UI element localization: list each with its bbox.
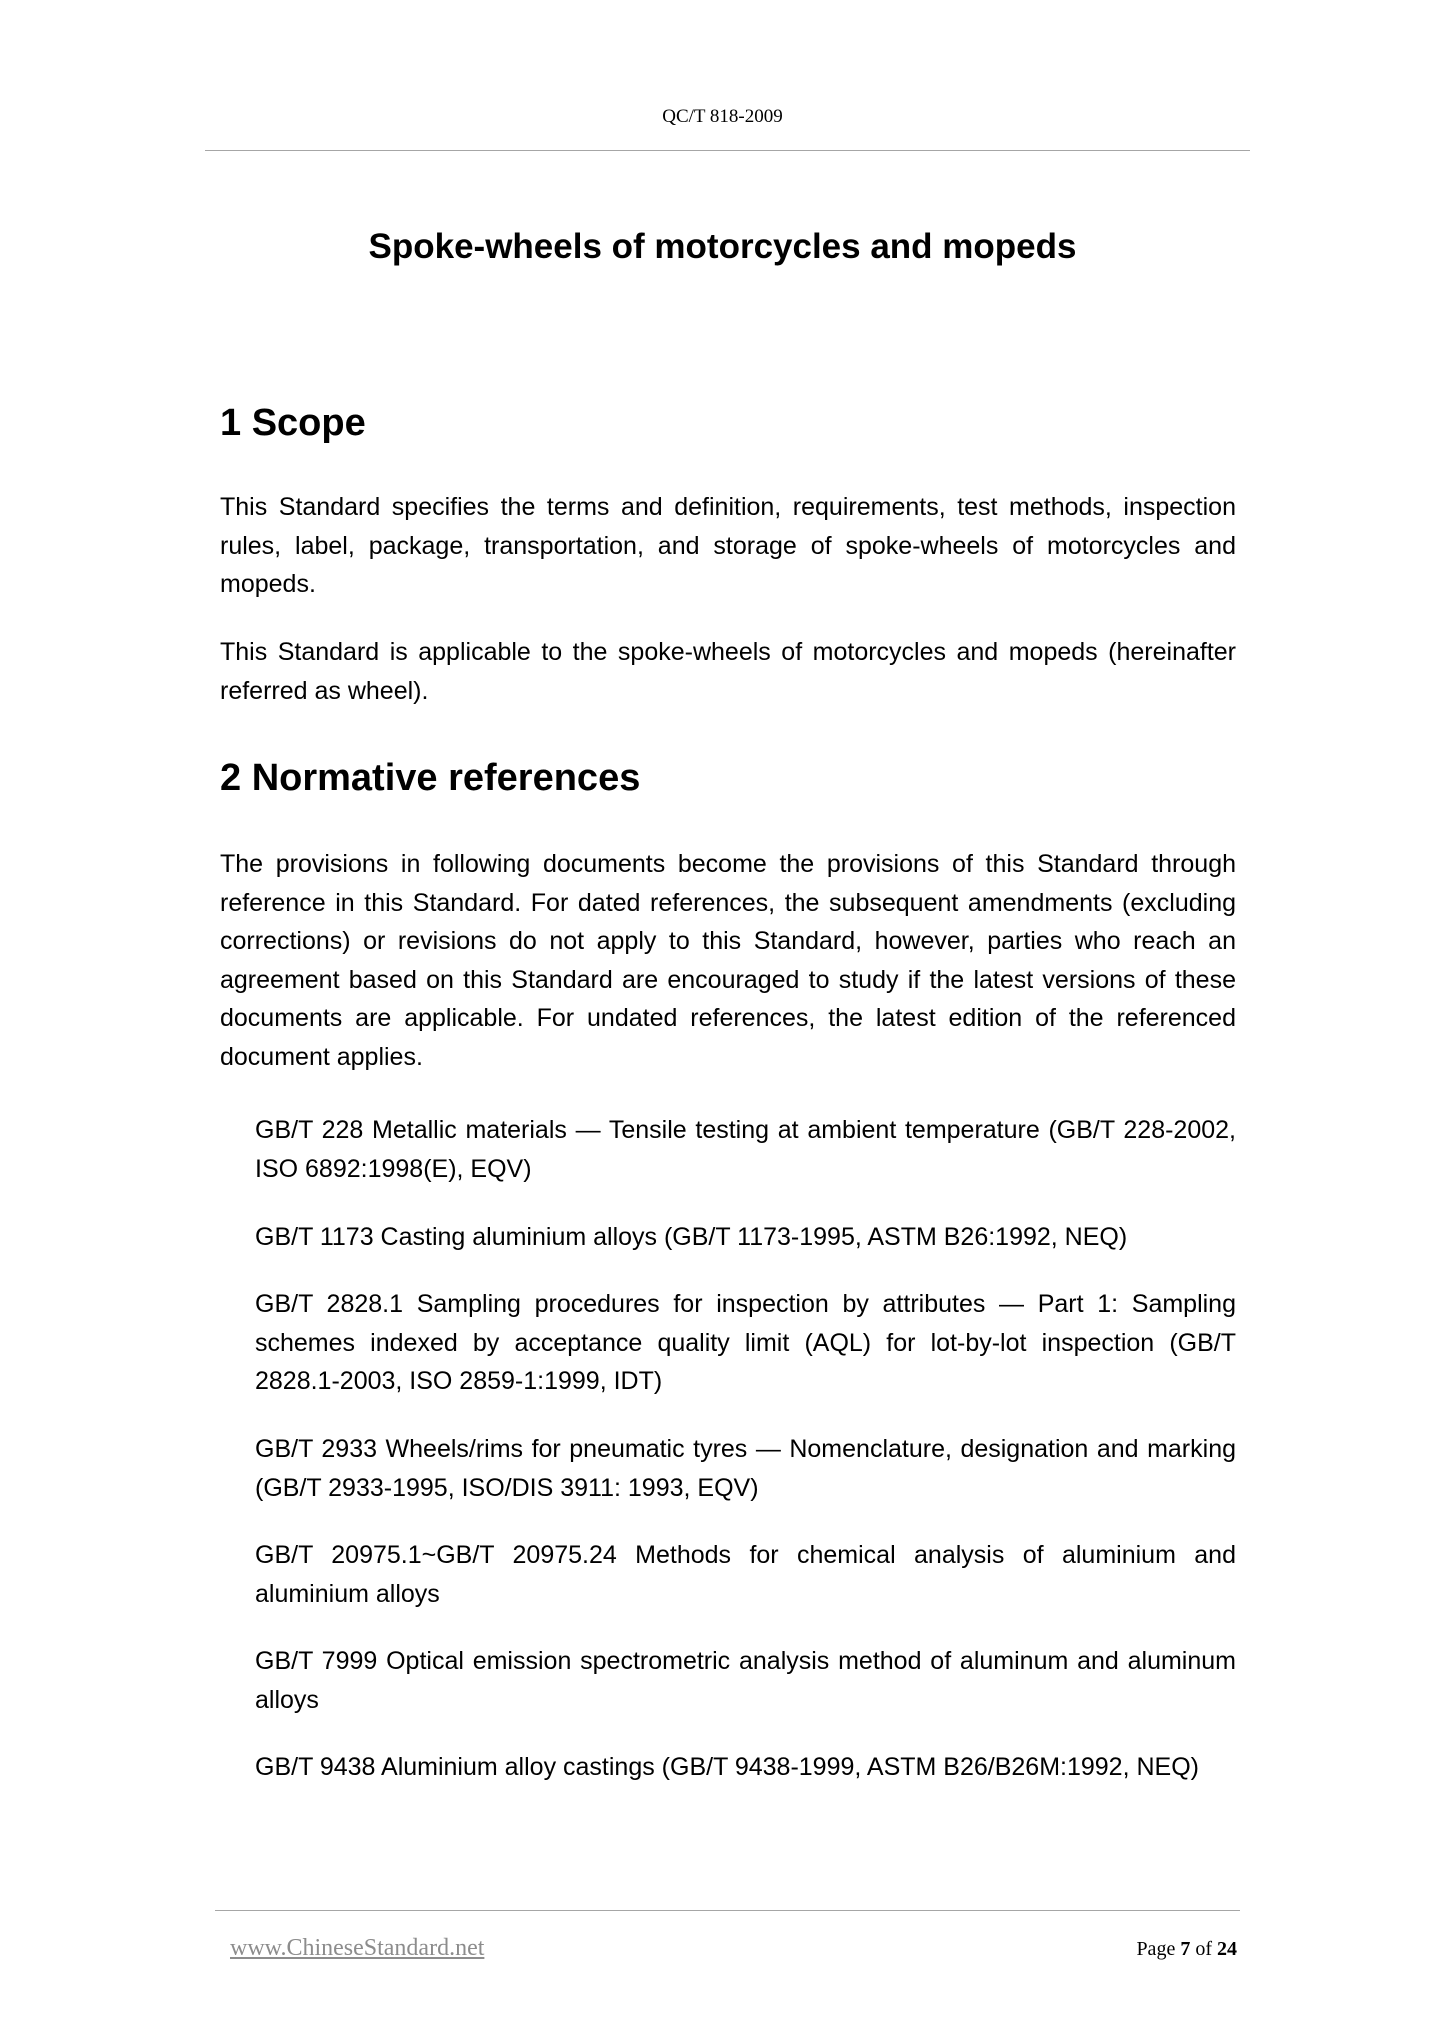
reference-item: GB/T 2828.1 Sampling procedures for inspection by attributes — Part 1: Sampling schemes indexed by acceptance quality limit (AQL) for lot-by-lot inspection (GB/T 2828.1-2003, ISO 2859-1:1999, IDT) (255, 1290, 1236, 1395)
footer-site-link[interactable]: www.ChineseStandard.net (230, 1935, 485, 1961)
reference-item: GB/T 2933 Wheels/rims for pneumatic tyres — Nomenclature, designation and marking (GB/T 2933-1995, ISO/DIS 3911: 1993, EQV) (255, 1435, 1236, 1502)
section-heading-scope: 1 Scope (220, 402, 366, 444)
reference-item: GB/T 9438 Aluminium alloy castings (GB/T 9438-1999, ASTM B26/B26M:1992, NEQ) (255, 1753, 1199, 1781)
scope-paragraph-1: This Standard specifies the terms and definition, requirements, test methods, inspection rules, label, package, transportation, and storage of spoke-wheels of motorcycles and mopeds. (220, 493, 1236, 598)
reference-item: GB/T 1173 Casting aluminium alloys (GB/T 1173-1995, ASTM B26:1992, NEQ) (255, 1223, 1128, 1251)
footer-page-number (1136, 1938, 1237, 1961)
reference-item: GB/T 228 Metallic materials — Tensile testing at ambient temperature (GB/T 228-2002, ISO 6892:1998(E), EQV) (255, 1116, 1236, 1183)
page-current: 7 (1180, 1938, 1191, 1960)
page-of: of (1195, 1938, 1212, 1960)
header-divider (205, 150, 1250, 151)
reference-item: GB/T 7999 Optical emission spectrometric analysis method of aluminum and aluminum alloys (255, 1647, 1236, 1714)
reference-item: GB/T 20975.1~GB/T 20975.24 Methods for chemical analysis of aluminium and aluminium alloys (255, 1541, 1236, 1608)
section-heading-normative-references: 2 Normative references (220, 757, 641, 799)
document-title: Spoke-wheels of motorcycles and mopeds (368, 227, 1077, 266)
footer-divider (215, 1910, 1240, 1911)
header-document-code: QC/T 818-2009 (662, 106, 783, 127)
normative-intro-paragraph: The provisions in following documents become the provisions of this Standard through reference in this Standard. For dated references, the subsequent amendments (excluding corrections) or revisions do not apply to this Standard, however, parties who reach an agreement based on this Standard are encouraged to study if the latest versions of these documents are applicable. For undated references, the latest edition of the referenced document applies. (220, 850, 1236, 1071)
scope-paragraph-2: This Standard is applicable to the spoke-wheels of motorcycles and mopeds (hereinafter referred as wheel). (220, 638, 1236, 705)
page-prefix: Page (1136, 1938, 1176, 1960)
page-total: 24 (1217, 1938, 1237, 1960)
